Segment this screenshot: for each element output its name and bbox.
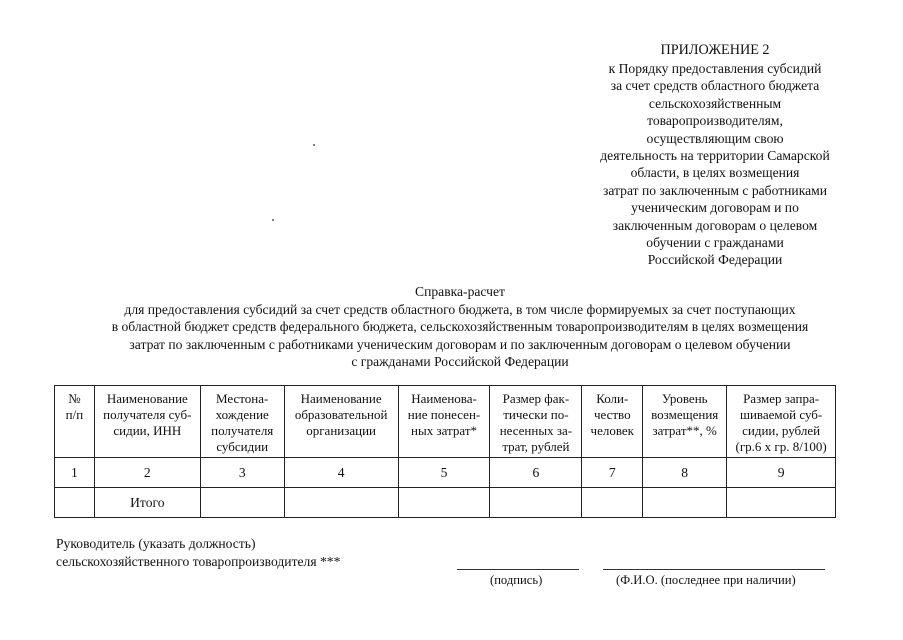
- column-number-cell: 5: [398, 458, 490, 488]
- heading-line: для предоставления субсидий за счет средств областного бюджета, в том числе формируемых за счет поступающих: [124, 301, 796, 317]
- heading-line: с гражданами Российской Федерации: [351, 354, 569, 370]
- appendix-line: ученическим договорам и по: [631, 200, 799, 216]
- header-cell-reimbursement-level: Уровень возмещения затрат**, %: [643, 386, 727, 458]
- appendix-line: заключенным договорам о целевом: [612, 217, 818, 233]
- appendix-line: обучении с гражданами: [646, 235, 784, 251]
- column-number-cell: 9: [727, 458, 836, 488]
- scan-speck: [272, 219, 274, 221]
- signature-caption: (подпись): [490, 573, 543, 587]
- appendix-title: ПРИЛОЖЕНИЕ 2: [660, 42, 770, 58]
- heading-line: в областной бюджет средств федерального бюджета, сельскохозяйственным товаропроизводителям в целях возмещения: [111, 319, 809, 335]
- heading-line: затрат по заключенным с работниками ученическим договорам и по заключенным договорам о целевом обучении: [129, 336, 791, 352]
- signature-line: [457, 569, 579, 570]
- appendix-line: к Порядку предоставления субсидий: [608, 61, 822, 76]
- header-cell-recipient: Наименование получателя суб- сидии, ИНН: [94, 386, 200, 458]
- signer-line: сельскохозяйственного товаропроизводителя ***: [56, 554, 341, 569]
- column-number-row: [55, 458, 836, 488]
- appendix-line: Российской Федерации: [647, 252, 783, 268]
- column-number-cell: 8: [643, 458, 727, 488]
- column-number-cell: 3: [200, 458, 284, 488]
- header-cell-actual-cost: Размер фак- тически по- несенных за- трат, рублей: [490, 386, 582, 458]
- header-row: [55, 386, 836, 458]
- header-cell-expense-name: Наименова- ние понесен- ных затрат*: [398, 386, 490, 458]
- signer-line: Руководитель (указать должность): [56, 536, 256, 551]
- empty-cell: [200, 488, 284, 518]
- header-cell-location: Местона- хождение получателя субсидии: [200, 386, 284, 458]
- header-cell-organization: Наименование образовательной организации: [284, 386, 398, 458]
- calculation-table: [54, 385, 836, 518]
- empty-cell: [582, 488, 643, 518]
- header-cell-people-count: Коли- чество человек: [582, 386, 643, 458]
- column-number-cell: 7: [582, 458, 643, 488]
- header-cell-number: № п/п: [55, 386, 95, 458]
- empty-cell: [490, 488, 582, 518]
- empty-cell: [55, 488, 95, 518]
- column-number-cell: 6: [490, 458, 582, 488]
- empty-cell: [398, 488, 490, 518]
- appendix-block: [570, 41, 860, 269]
- document-heading: [40, 283, 880, 371]
- header-cell-requested-subsidy: Размер запра- шиваемой суб- сидии, рублей (гр.6 х гр. 8/100): [727, 386, 836, 458]
- appendix-line: сельскохозяйственным: [648, 95, 782, 111]
- empty-cell: [727, 488, 836, 518]
- column-number-cell: 4: [284, 458, 398, 488]
- appendix-line: за счет средств областного бюджета: [610, 78, 820, 94]
- empty-cell: [643, 488, 727, 518]
- signer-block: [56, 535, 340, 571]
- appendix-line: деятельность на территории Самарской: [600, 148, 830, 164]
- appendix-line: области, в целях возмещения: [630, 165, 800, 181]
- appendix-line: товаропроизводителям,: [647, 113, 783, 129]
- total-row: [55, 488, 836, 518]
- name-caption: (Ф.И.О. (последнее при наличии): [616, 573, 796, 587]
- empty-cell: [284, 488, 398, 518]
- column-number-cell: 1: [55, 458, 95, 488]
- document-title: Справка-расчет: [415, 284, 505, 299]
- appendix-line: осуществляющим свою: [646, 130, 784, 146]
- appendix-line: затрат по заключенным с работниками: [602, 182, 828, 198]
- total-label: Итого: [94, 488, 200, 518]
- column-number-cell: 2: [94, 458, 200, 488]
- name-line: [603, 569, 825, 570]
- scan-speck: [313, 144, 315, 146]
